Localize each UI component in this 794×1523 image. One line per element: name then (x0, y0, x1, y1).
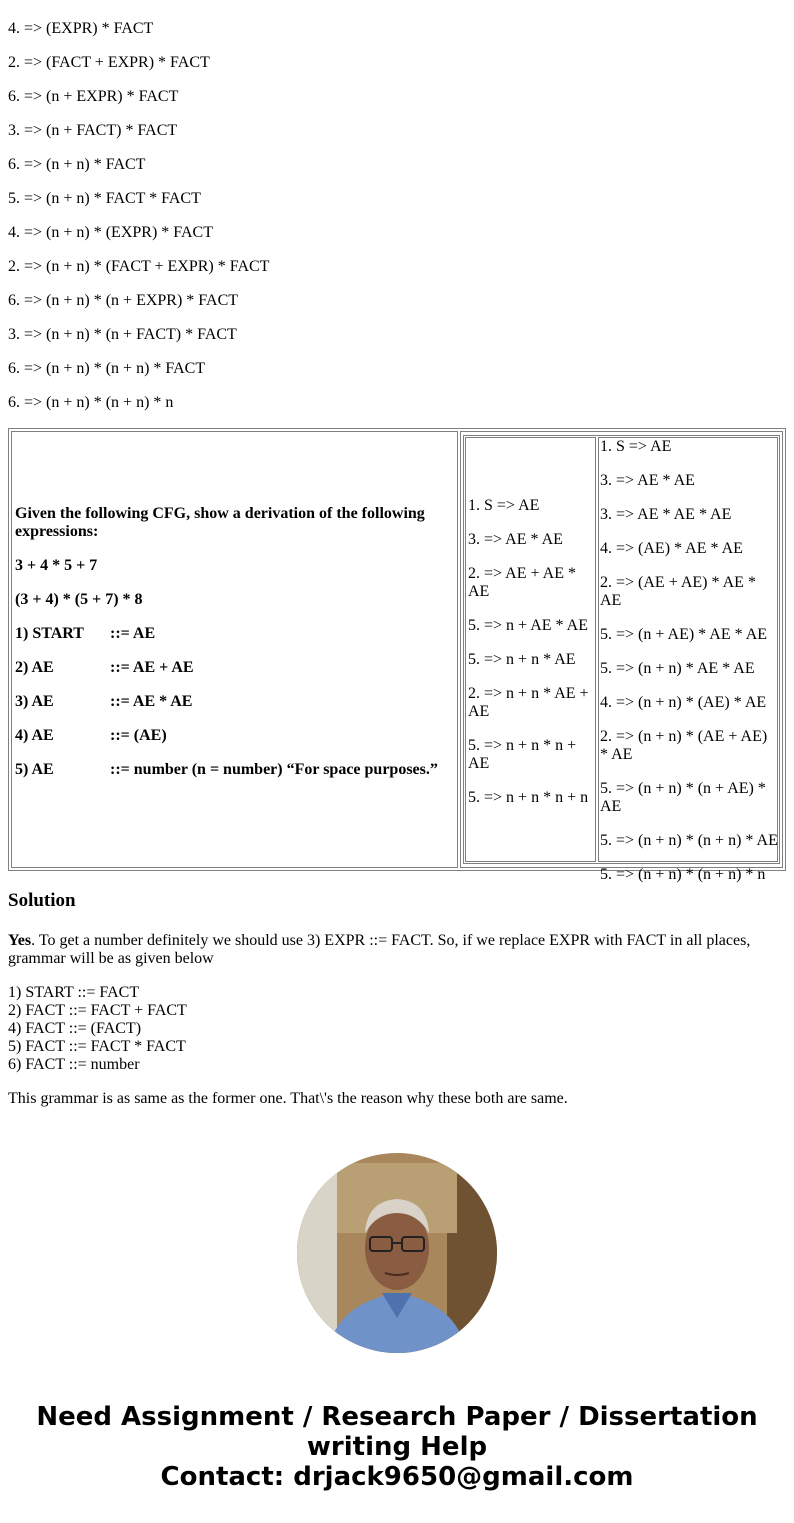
author-photo-icon (297, 1153, 497, 1353)
derivation-b-step: 3. => AE * AE * AE (600, 506, 732, 523)
solution-yes: Yes (8, 932, 32, 949)
derivation-b-step: 4. => (n + n) * (AE) * AE (600, 694, 767, 711)
grammar-rule (15, 659, 450, 677)
grammar-rule-rhs: ::= number (n = number) “For space purposes.” (110, 761, 438, 778)
help-banner (0, 1402, 794, 1492)
derivation-a-step: 5. => n + n * AE (468, 651, 576, 668)
grammar-rule-lhs: 4) AE (15, 727, 54, 744)
derivation-b-step: 3. => AE * AE (600, 472, 695, 489)
derivation-line: 2. => (FACT + EXPR) * FACT (8, 54, 210, 71)
grammar-rule (15, 625, 450, 643)
derivation-b-step: 5. => (n + n) * AE * AE (600, 660, 755, 677)
expression-1: 3 + 4 * 5 + 7 (15, 557, 98, 574)
grammar-rule-rhs: ::= AE * AE (110, 693, 193, 710)
derivation-line: 6. => (n + n) * (n + n) * n (8, 394, 174, 411)
grammar-rule (15, 693, 450, 711)
solution-conclusion: This grammar is as same as the former one. That\'s the reason why these both are same. (8, 1090, 568, 1107)
derivation-b-step: 1. S => AE (600, 438, 672, 455)
derivation-b-cell (598, 437, 778, 883)
derivation-a-step: 3. => AE * AE (468, 531, 563, 548)
grammar-rule-rhs: ::= AE + AE (110, 659, 194, 676)
derivation-line: 5. => (n + n) * FACT * FACT (8, 190, 201, 207)
solution-intro-text: . To get a number definitely we should use 3) EXPR ::= FACT. So, if we replace EXPR with FACT in all places, grammar will be as given below (8, 932, 751, 967)
question-table (8, 428, 786, 883)
grammar-rule-rhs: ::= AE (110, 625, 156, 642)
solution-rule: 4) FACT ::= (FACT) (8, 1020, 142, 1037)
derivation-line: 4. => (n + n) * (EXPR) * FACT (8, 224, 213, 241)
grammar-rule (15, 761, 450, 779)
grammar-rule (15, 727, 450, 745)
derivation-b-step: 2. => (n + n) * (AE + AE) * AE (600, 728, 768, 763)
banner-line-1: Need Assignment / Research Paper / Dissertation (36, 1402, 758, 1432)
answer-table (463, 435, 780, 883)
derivation-a-step: 5. => n + n * n + AE (468, 737, 577, 772)
derivation-line: 6. => (n + n) * (n + EXPR) * FACT (8, 292, 239, 309)
solution-rules (8, 984, 786, 1074)
page (0, 0, 794, 411)
derivation-a-step: 1. S => AE (468, 497, 540, 514)
grammar-rule-lhs: 1) START (15, 625, 84, 642)
solution-rule: 6) FACT ::= number (8, 1056, 140, 1073)
grammar-rule-lhs: 2) AE (15, 659, 54, 676)
derivation-b-step: 5. => (n + n) * (n + AE) * AE (600, 780, 766, 815)
question-cell (11, 431, 458, 868)
derivation-line: 2. => (n + n) * (FACT + EXPR) * FACT (8, 258, 270, 275)
derivation-b-step: 2. => (AE + AE) * AE * AE (600, 574, 756, 609)
solution-section (8, 890, 786, 1124)
derivation-line: 3. => (n + FACT) * FACT (8, 122, 178, 139)
grammar-rule-lhs: 5) AE (15, 761, 54, 778)
derivation-line: 6. => (n + n) * (n + n) * FACT (8, 360, 206, 377)
derivation-b-step: 5. => (n + AE) * AE * AE (600, 626, 768, 643)
expression-2: (3 + 4) * (5 + 7) * 8 (15, 591, 143, 608)
derivation-line: 3. => (n + n) * (n + FACT) * FACT (8, 326, 237, 343)
derivation-b-step: 5. => (n + n) * (n + n) * n (600, 866, 766, 883)
answer-cell (460, 431, 783, 883)
solution-rule: 2) FACT ::= FACT + FACT (8, 1002, 187, 1019)
banner-line-3: Contact: drjack9650@gmail.com (160, 1462, 634, 1492)
grammar-rule-rhs: ::= (AE) (110, 727, 167, 744)
question-prompt: Given the following CFG, show a derivation of the following expressions: (15, 505, 425, 540)
solution-intro (8, 932, 786, 968)
solution-heading: Solution (8, 890, 76, 911)
grammar-rule-lhs: 3) AE (15, 693, 54, 710)
solution-rule: 5) FACT ::= FACT * FACT (8, 1038, 186, 1055)
solution-rule: 1) START ::= FACT (8, 984, 140, 1001)
derivation-b (600, 438, 778, 900)
derivation-a (468, 497, 594, 823)
derivation-line: 6. => (n + EXPR) * FACT (8, 88, 179, 105)
derivation-a-step: 2. => AE + AE * AE (468, 565, 576, 600)
author-avatar (297, 1153, 497, 1353)
derivation-line: 4. => (EXPR) * FACT (8, 20, 154, 37)
derivation-list (8, 0, 786, 411)
derivation-b-step: 4. => (AE) * AE * AE (600, 540, 743, 557)
grammar-rules (15, 625, 450, 779)
derivation-b-step: 5. => (n + n) * (n + n) * AE (600, 832, 778, 849)
derivation-line: 6. => (n + n) * FACT (8, 156, 146, 173)
derivation-a-cell (465, 437, 596, 862)
derivation-a-step: 5. => n + AE * AE (468, 617, 588, 634)
banner-line-2: writing Help (306, 1432, 488, 1462)
derivation-a-step: 5. => n + n * n + n (468, 789, 589, 806)
derivation-a-step: 2. => n + n * AE + AE (468, 685, 589, 720)
